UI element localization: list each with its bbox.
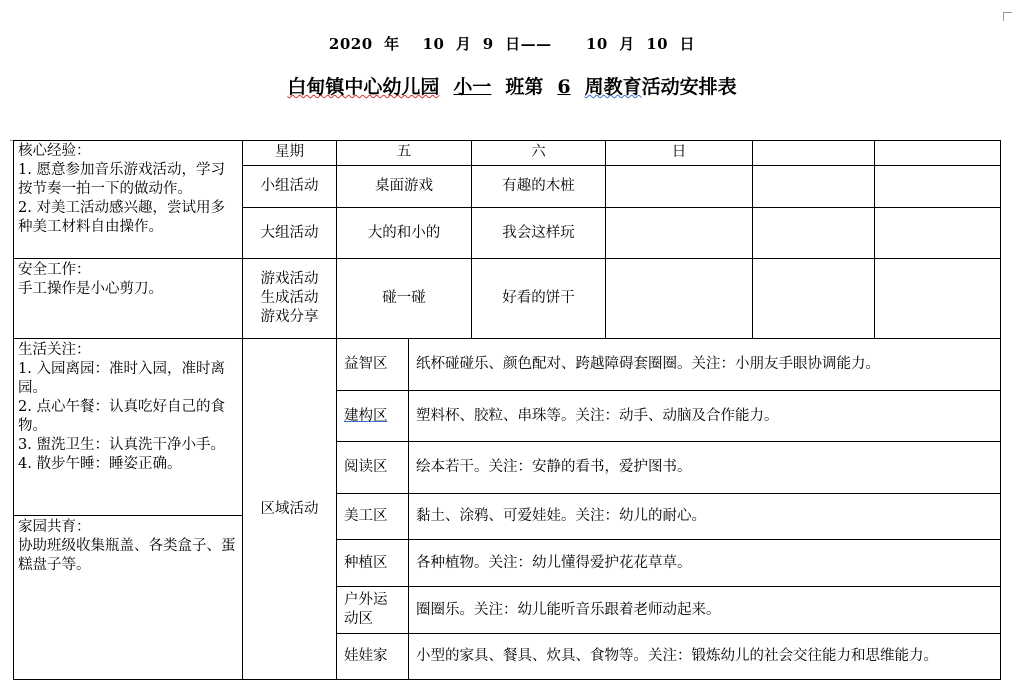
area-name-planting: 种植区: [337, 540, 409, 587]
safety-cell: [13, 259, 243, 339]
schedule-cell: [875, 259, 1001, 339]
area-name-dollhouse: 娃娃家: [337, 634, 409, 680]
schedule-cell: 我会这样玩: [472, 208, 606, 259]
day-header-empty: [753, 140, 875, 166]
day-header-empty: [875, 140, 1001, 166]
area-name-line: 动区: [344, 611, 373, 627]
area-name-reading: 阅读区: [337, 442, 409, 494]
safety-text: 手工操作是小心剪刀。: [18, 281, 163, 297]
page-title: [0, 72, 1024, 99]
activity-line: 游戏分享: [260, 309, 319, 325]
title-rest: 活动安排表: [641, 76, 737, 98]
schedule-cell: 碰一碰: [337, 259, 472, 339]
area-content-planting: 各种植物。关注：幼儿懂得爱护花花草草。: [409, 540, 1001, 587]
area-content-construction: 塑料杯、胶粒、串珠等。关注：动手、动脑及合作能力。: [409, 391, 1001, 442]
home-school-label: 家园共育：: [18, 519, 91, 535]
schedule-cell: 桌面游戏: [337, 166, 472, 208]
weekday-header: 星期: [243, 140, 337, 166]
core-experience-cell: [13, 140, 243, 259]
core-experience-item: 2. 对美工活动感兴趣，尝试用多种美工材料自由操作。: [18, 200, 225, 235]
life-care-item: 4. 散步午睡：睡姿正确。: [18, 456, 182, 472]
date-range: 2020 年 10 月 9 日—— 10 月 10 日: [328, 35, 696, 53]
schedule-cell: 好看的饼干: [472, 259, 606, 339]
area-name-outdoor: [337, 587, 409, 634]
area-name-art: 美工区: [337, 494, 409, 540]
area-name-text: 建构区: [344, 407, 388, 424]
schedule-cell: [875, 208, 1001, 259]
activity-small-group: 小组活动: [243, 166, 337, 208]
core-experience-item: 1. 愿意参加音乐游戏活动，学习按节奏一拍一下的做动作。: [18, 162, 225, 197]
day-header-sat: 六: [472, 140, 606, 166]
page-corner-mark: [1003, 12, 1012, 21]
activity-large-group: 大组活动: [243, 208, 337, 259]
schedule-cell: [606, 166, 753, 208]
schedule-cell: [753, 166, 875, 208]
life-care-item: 1. 入园离园：准时入园，准时离园。: [18, 361, 225, 396]
core-experience-label: 核心经验：: [18, 143, 91, 159]
title-class-suffix: 班第: [505, 76, 544, 98]
schedule-cell: 有趣的木桩: [472, 166, 606, 208]
activity-line: 生成活动: [260, 290, 319, 306]
life-care-cell: [13, 339, 243, 516]
schedule-cell: [875, 166, 1001, 208]
area-name-puzzle: 益智区: [337, 339, 409, 391]
day-header-fri: 五: [337, 140, 472, 166]
safety-label: 安全工作：: [18, 262, 91, 278]
life-care-item: 2. 点心午餐：认真吃好自己的食物。: [18, 399, 225, 434]
area-content-dollhouse: 小型的家具、餐具、炊具、食物等。关注：锻炼幼儿的社会交往能力和思维能力。: [409, 634, 1001, 680]
schedule-cell: [606, 208, 753, 259]
day-header-sun: 日: [606, 140, 753, 166]
schedule-cell: [753, 259, 875, 339]
title-week: 6: [557, 76, 571, 98]
area-name-construction: [337, 391, 409, 442]
title-school: 白甸镇中心幼儿园: [287, 76, 440, 98]
area-content-puzzle: 纸杯碰碰乐、颜色配对、跨越障碍套圈圈。关注：小朋友手眼协调能力。: [409, 339, 1001, 391]
schedule-cell: [606, 259, 753, 339]
area-content-reading: 绘本若干。关注：安静的看书，爱护图书。: [409, 442, 1001, 494]
activity-game-generated-share: [243, 259, 337, 339]
schedule-cell: 大的和小的: [337, 208, 472, 259]
area-content-art: 黏土、涂鸦、可爱娃娃。关注：幼儿的耐心。: [409, 494, 1001, 540]
home-school-cell: [13, 516, 243, 680]
title-class: 小一: [453, 76, 492, 98]
area-activity-label: 区域活动: [243, 339, 337, 680]
life-care-item: 3. 盥洗卫生：认真洗干净小手。: [18, 437, 225, 453]
life-care-label: 生活关注：: [18, 342, 91, 358]
title-week-word: 周教育: [584, 76, 642, 98]
area-content-outdoor: 圈圈乐。关注：幼儿能听音乐跟着老师动起来。: [409, 587, 1001, 634]
home-school-text: 协助班级收集瓶盖、各类盒子、蛋糕盘子等。: [18, 538, 236, 573]
schedule-cell: [753, 208, 875, 259]
area-name-line: 户外运: [344, 592, 388, 608]
activity-line: 游戏活动: [260, 271, 319, 287]
